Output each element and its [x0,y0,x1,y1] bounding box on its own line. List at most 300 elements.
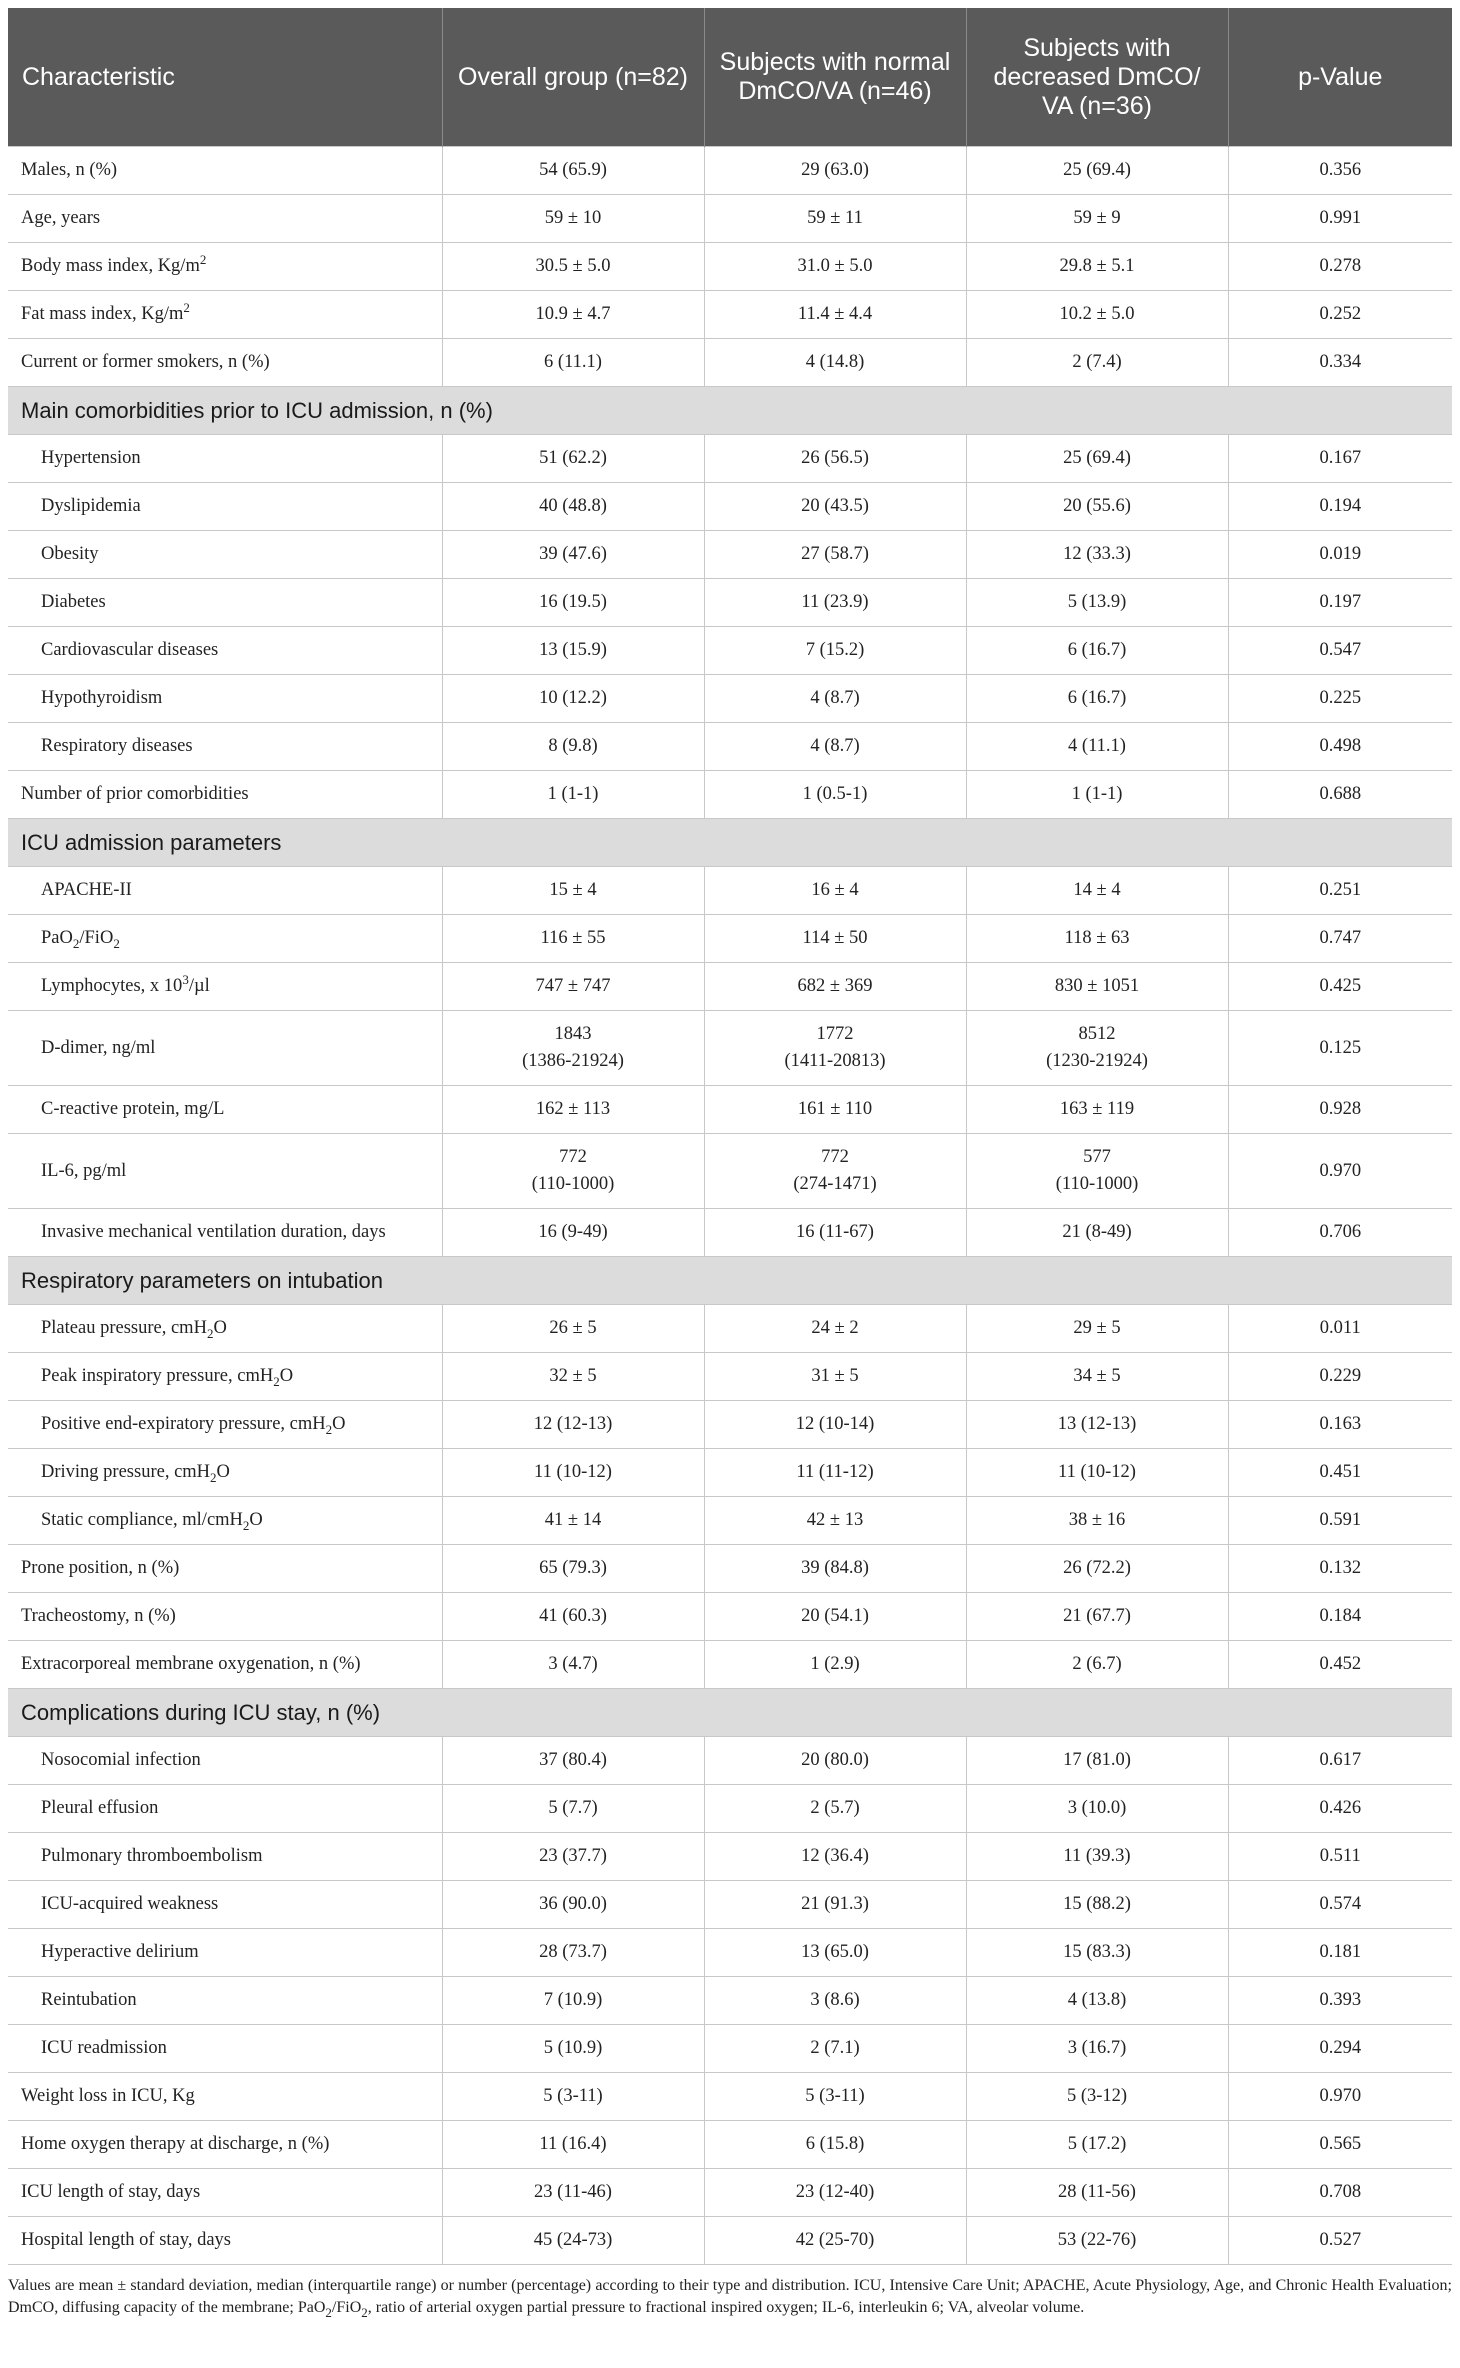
cell-pvalue [1228,1011,1452,1086]
cell-value: 0.452 [1319,1654,1362,1674]
cell-normal [704,1305,966,1353]
cell-value: 0.251 [1319,880,1362,900]
label-text: /FiO [79,928,114,948]
cell-value: 116 ± 55 [540,928,606,948]
table-row [8,1881,1452,1929]
cell-normal [704,291,966,339]
cell-overall [442,2217,704,2265]
cell-value: 41 ± 14 [544,1510,602,1530]
cell-value: 15 (83.3) [1063,1942,1131,1962]
cell-pvalue [1228,2121,1452,2169]
footnote-subscript: 2 [325,2305,332,2320]
cell-overall [442,1086,704,1134]
cell-pvalue [1228,1305,1452,1353]
cell-overall [442,1209,704,1257]
cell-decreased [966,1209,1228,1257]
cell-value: 3 (16.7) [1067,2038,1127,2058]
cell-overall [442,1737,704,1785]
cell-pvalue [1228,915,1452,963]
cell-value: 0.197 [1319,592,1362,612]
header-pvalue: p-Value [1228,8,1452,147]
cell-pvalue [1228,1497,1452,1545]
cell-decreased [966,339,1228,387]
cell-value: 11 (10-12) [534,1462,612,1482]
row-label [8,291,442,339]
cell-normal [704,675,966,723]
table-row [8,963,1452,1011]
label-text: O [216,1462,230,1482]
cell-decreased [966,291,1228,339]
cell-decreased [966,627,1228,675]
row-label [8,1833,442,1881]
label-text: Fat mass index, Kg/m [21,304,184,324]
cell-decreased [966,963,1228,1011]
label-text: Diabetes [41,592,106,612]
cell-decreased [966,195,1228,243]
cell-value: 23 (12-40) [795,2182,875,2202]
table-row [8,1209,1452,1257]
label-text: Hospital length of stay, days [21,2230,231,2250]
row-label [8,1353,442,1401]
cell-normal [704,1134,966,1209]
cell-value: 10 (12.2) [539,688,607,708]
header-normal: Subjects with normal DmCO/VA (n=46) [704,8,966,147]
cell-normal [704,483,966,531]
cell-value: 24 ± 2 [811,1318,859,1338]
cell-value: 11.4 ± 4.4 [797,304,873,324]
row-label [8,915,442,963]
table-row [8,2169,1452,2217]
cell-normal [704,2169,966,2217]
footnote-text: /FiO [331,2299,362,2316]
footnote-text: , ratio of arterial oxygen partial pressure to fractional inspired oxygen; IL-6, interleukin 6; VA, alveolar volume. [367,2299,1085,2316]
table-row [8,339,1452,387]
cell-value: 2 (5.7) [810,1798,860,1818]
cell-value: 15 (88.2) [1063,1894,1131,1914]
cell-normal [704,1545,966,1593]
section-header-row [8,819,1452,867]
cell-value: 13 (65.0) [801,1942,869,1962]
row-label [8,1593,442,1641]
cell-value: 36 (90.0) [539,1894,607,1914]
cell-decreased [966,2073,1228,2121]
cell-decreased [966,147,1228,195]
cell-pvalue [1228,2217,1452,2265]
row-label [8,147,442,195]
cell-value: 31.0 ± 5.0 [797,256,873,276]
cell-value: 2 (7.4) [1072,352,1122,372]
row-label [8,867,442,915]
cell-value: 4 (13.8) [1067,1990,1127,2010]
cell-value: 5 (7.7) [548,1798,598,1818]
cell-normal [704,2073,966,2121]
cell-value: 65 (79.3) [539,1558,607,1578]
cell-pvalue [1228,1401,1452,1449]
cell-value: 161 ± 110 [797,1099,873,1119]
table-row [8,627,1452,675]
cell-decreased [966,1449,1228,1497]
table-row [8,579,1452,627]
cell-pvalue [1228,1086,1452,1134]
row-label [8,1785,442,1833]
cell-pvalue [1228,1134,1452,1209]
cell-normal [704,1641,966,1689]
row-label [8,1011,442,1086]
label-text: ICU readmission [41,2038,167,2058]
row-label [8,2217,442,2265]
cell-value: 5 (13.9) [1067,592,1127,612]
cell-normal [704,531,966,579]
cell-value: 1772 [816,1024,854,1044]
table-row [8,1641,1452,1689]
cell-decreased [966,1881,1228,1929]
table-row [8,1737,1452,1785]
section-title: Main comorbidities prior to ICU admission, n (%) [8,387,1452,435]
cell-value: 0.425 [1319,976,1362,996]
cell-normal [704,1881,966,1929]
cell-normal [704,1977,966,2025]
cell-value: 39 (84.8) [801,1558,869,1578]
cell-pvalue [1228,627,1452,675]
label-superscript: 2 [183,300,190,315]
label-text: Current or former smokers, n (%) [21,352,270,372]
cell-overall [442,723,704,771]
cell-decreased [966,1929,1228,1977]
cell-decreased [966,1305,1228,1353]
cell-pvalue [1228,435,1452,483]
cell-overall [442,1929,704,1977]
cell-pvalue [1228,1737,1452,1785]
cell-overall [442,1977,704,2025]
label-text: Reintubation [41,1990,137,2010]
cell-pvalue [1228,1449,1452,1497]
cell-overall [442,339,704,387]
cell-overall [442,1497,704,1545]
cell-overall [442,2121,704,2169]
cell-normal [704,915,966,963]
cell-normal [704,579,966,627]
table-row [8,1353,1452,1401]
cell-value-range: (1411-20813) [784,1051,886,1071]
cell-value: 0.225 [1319,688,1362,708]
cell-value: 37 (80.4) [539,1750,607,1770]
cell-value: 577 [1083,1147,1111,1167]
label-text: O [213,1318,227,1338]
cell-value: 772 [559,1147,587,1167]
label-text: PaO [41,928,73,948]
cell-value: 2 (7.1) [810,2038,860,2058]
label-text: Pulmonary thromboembolism [41,1846,263,1866]
label-text: Dyslipidemia [41,496,141,516]
cell-overall [442,1833,704,1881]
cell-decreased [966,1134,1228,1209]
label-superscript: 2 [199,252,207,267]
cell-decreased [966,2025,1228,2073]
cell-value: 16 (11-67) [796,1222,874,1242]
cell-overall [442,627,704,675]
label-subscript: 2 [210,1470,217,1485]
cell-value: 1 (1-1) [547,784,599,804]
cell-normal [704,1785,966,1833]
cell-pvalue [1228,771,1452,819]
cell-value: 0.229 [1319,1366,1362,1386]
cell-overall [442,2073,704,2121]
cell-pvalue [1228,1785,1452,1833]
label-text: IL-6, pg/ml [41,1160,127,1181]
cell-normal [704,1353,966,1401]
cell-pvalue [1228,2025,1452,2073]
cell-value: 0.547 [1319,640,1362,660]
cell-pvalue [1228,675,1452,723]
table-row [8,867,1452,915]
cell-overall [442,2025,704,2073]
cell-decreased [966,1737,1228,1785]
label-text: O [279,1366,294,1386]
cell-value: 59 ± 11 [807,208,863,228]
row-label [8,1209,442,1257]
cell-value: 23 (37.7) [539,1846,607,1866]
cell-value: 3 (4.7) [548,1654,598,1674]
cell-normal [704,1209,966,1257]
cell-decreased [966,723,1228,771]
cell-value: 15 ± 4 [549,880,597,900]
table-row [8,531,1452,579]
cell-value: 45 (24-73) [533,2230,613,2250]
cell-overall [442,2169,704,2217]
cell-pvalue [1228,147,1452,195]
cell-pvalue [1228,243,1452,291]
label-text: Nosocomial infection [41,1750,201,1770]
cell-decreased [966,867,1228,915]
cell-value: 0.163 [1319,1414,1362,1434]
cell-value: 59 ± 9 [1073,208,1121,228]
cell-value: 28 (11-56) [1058,2182,1136,2202]
cell-decreased [966,1833,1228,1881]
table-row [8,291,1452,339]
cell-value: 0.708 [1319,2182,1362,2202]
cell-value: 5 (17.2) [1067,2134,1127,2154]
table-row [8,1833,1452,1881]
cell-overall [442,579,704,627]
cell-value: 5 (10.9) [543,2038,603,2058]
row-label [8,1881,442,1929]
label-text: Extracorporeal membrane oxygenation, n (%) [21,1654,361,1674]
cell-value: 0.511 [1319,1846,1361,1866]
cell-value: 27 (58.7) [801,544,869,564]
table-row [8,2121,1452,2169]
cell-overall [442,435,704,483]
cell-value: 53 (22-76) [1057,2230,1137,2250]
label-text: Prone position, n (%) [21,1558,180,1578]
label-subscript: 2 [113,936,120,951]
cell-pvalue [1228,1929,1452,1977]
cell-value: 11 (10-12) [1058,1462,1136,1482]
table-row [8,483,1452,531]
cell-overall [442,483,704,531]
table-row [8,675,1452,723]
label-text: ICU-acquired weakness [41,1894,219,1914]
label-text: Hyperactive delirium [41,1942,199,1962]
row-label [8,1401,442,1449]
cell-value: 114 ± 50 [802,928,868,948]
cell-value: 6 (16.7) [1067,688,1127,708]
table-row [8,1449,1452,1497]
table-footnote [8,2275,1452,2319]
cell-overall [442,243,704,291]
cell-value: 26 ± 5 [549,1318,597,1338]
label-text: Number of prior comorbidities [21,784,249,804]
cell-value: 0.565 [1319,2134,1362,2154]
cell-normal [704,2121,966,2169]
label-text: Weight loss in ICU, Kg [21,2086,195,2106]
cell-normal [704,771,966,819]
section-title: Respiratory parameters on intubation [8,1257,1452,1305]
cell-value: 6 (11.1) [544,352,602,372]
cell-value: 0.747 [1319,928,1362,948]
cell-value: 20 (80.0) [801,1750,869,1770]
cell-value: 0.498 [1319,736,1362,756]
label-subscript: 2 [242,1518,250,1533]
cell-value: 0.194 [1319,496,1362,516]
cell-value: 59 ± 10 [544,208,602,228]
cell-value: 11 (16.4) [539,2134,607,2154]
table-row [8,1305,1452,1353]
cell-value: 31 ± 5 [811,1366,859,1386]
cell-value: 12 (10-14) [795,1414,875,1434]
cell-overall [442,291,704,339]
label-text: Hypothyroidism [41,688,163,708]
cell-value: 40 (48.8) [539,496,607,516]
cell-value: 0.184 [1319,1606,1362,1626]
row-label [8,1086,442,1134]
section-header-row [8,1689,1452,1737]
row-label [8,1737,442,1785]
cell-pvalue [1228,1593,1452,1641]
cell-normal [704,2217,966,2265]
cell-value: 3 (8.6) [810,1990,860,2010]
header-characteristic: Characteristic [8,8,442,147]
cell-value: 0.334 [1319,352,1362,372]
cell-value: 16 ± 4 [811,880,859,900]
label-text: Driving pressure, cmH [41,1462,211,1482]
table-row [8,1011,1452,1086]
cell-value: 830 ± 1051 [1054,976,1140,996]
label-text: Pleural effusion [41,1798,159,1818]
footnote-text: Values are mean ± standard deviation, median (interquartile range) or number (percentage) according to their type and distribution. ICU, Intensive Care Unit; APACHE, Acute Physiology, Age, and Chronic Health Evaluation; DmCO, diffusing capacity of the membrane; PaO [8,2277,1452,2316]
cell-value: 21 (91.3) [801,1894,869,1914]
cell-value: 0.278 [1319,256,1362,276]
cell-value: 32 ± 5 [549,1366,597,1386]
cell-value: 11 (23.9) [801,592,869,612]
cell-value: 0.991 [1319,208,1362,228]
cell-pvalue [1228,291,1452,339]
cell-decreased [966,2169,1228,2217]
cell-overall [442,963,704,1011]
cell-value: 0.617 [1319,1750,1362,1770]
cell-decreased [966,2121,1228,2169]
cell-value: 25 (69.4) [1063,448,1131,468]
cell-pvalue [1228,195,1452,243]
cell-value-range: (1386-21924) [522,1051,624,1071]
row-label [8,195,442,243]
cell-normal [704,1449,966,1497]
cell-value: 5 (3-12) [1066,2086,1128,2106]
table-row [8,243,1452,291]
row-label [8,1134,442,1209]
cell-value: 38 ± 16 [1068,1510,1126,1530]
table-row [8,1545,1452,1593]
cell-value: 54 (65.9) [539,160,607,180]
cell-value: 12 (33.3) [1063,544,1131,564]
label-text: Peak inspiratory pressure, cmH [41,1366,274,1386]
cell-value: 772 [821,1147,849,1167]
label-text: Invasive mechanical ventilation duration, days [41,1222,386,1242]
label-subscript: 2 [273,1374,280,1389]
cell-value: 12 (12-13) [533,1414,613,1434]
cell-decreased [966,2217,1228,2265]
row-label [8,1929,442,1977]
label-text: Age, years [21,208,101,228]
cell-value: 0.574 [1319,1894,1362,1914]
cell-value: 0.393 [1319,1990,1362,2010]
table-row [8,1086,1452,1134]
cell-value: 42 (25-70) [795,2230,875,2250]
cell-value: 20 (54.1) [801,1606,869,1626]
cell-value: 1843 [554,1024,592,1044]
cell-value: 0.181 [1319,1942,1362,1962]
label-subscript: 2 [325,1422,333,1437]
cell-overall [442,867,704,915]
table-row [8,723,1452,771]
cell-value: 5 (3-11) [805,2086,865,2106]
cell-pvalue [1228,723,1452,771]
cell-overall [442,771,704,819]
cell-pvalue [1228,1545,1452,1593]
label-text: Males, n (%) [21,160,118,180]
cell-value: 26 (56.5) [801,448,869,468]
table-row [8,1977,1452,2025]
cell-normal [704,1593,966,1641]
cell-decreased [966,1593,1228,1641]
cell-decreased [966,1977,1228,2025]
row-label [8,2073,442,2121]
cell-value: 30.5 ± 5.0 [535,256,611,276]
cell-value: 8 (9.8) [548,736,598,756]
cell-value: 747 ± 747 [535,976,611,996]
cell-value: 42 ± 13 [806,1510,864,1530]
cell-value: 4 (8.7) [810,688,860,708]
cell-overall [442,1401,704,1449]
label-text: ICU length of stay, days [21,2182,201,2202]
table-row [8,1134,1452,1209]
cell-value: 163 ± 119 [1059,1099,1135,1119]
section-header-row [8,387,1452,435]
cell-value: 21 (8-49) [1062,1222,1132,1242]
cell-value: 51 (62.2) [539,448,607,468]
cell-overall [442,147,704,195]
row-label [8,339,442,387]
cell-value: 1 (0.5-1) [802,784,868,804]
cell-normal [704,147,966,195]
cell-value: 21 (67.7) [1063,1606,1131,1626]
cell-pvalue [1228,1881,1452,1929]
cell-normal [704,195,966,243]
cell-normal [704,435,966,483]
label-text: Positive end-expiratory pressure, cmH [41,1414,326,1434]
cell-overall [442,1449,704,1497]
cell-decreased [966,579,1228,627]
cell-value: 1 (2.9) [810,1654,860,1674]
